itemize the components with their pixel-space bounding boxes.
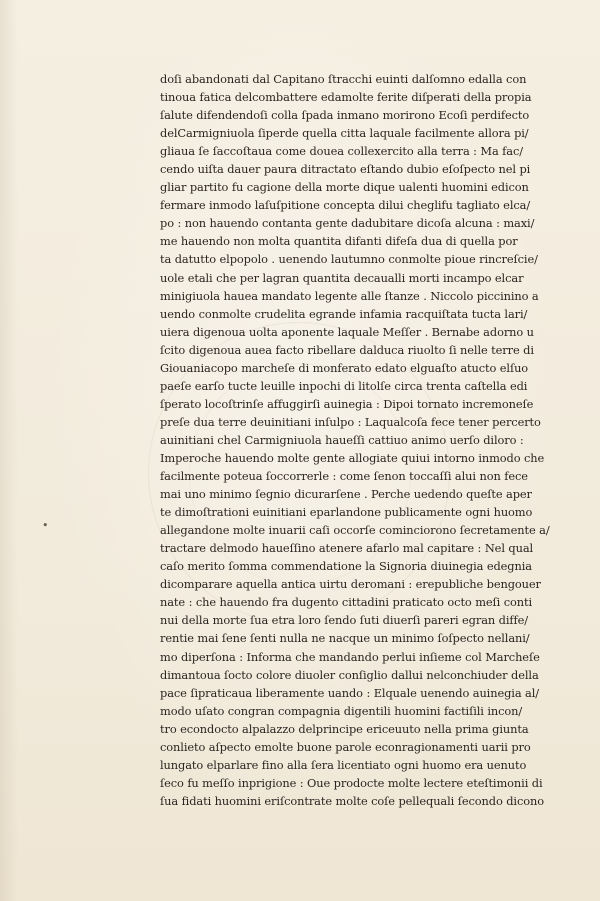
text-line: dicomparare aquella antica uirtu deromani : erepubliche bengouer xyxy=(160,577,541,592)
margin-mark: • xyxy=(42,519,49,532)
text-line: mai uno minimo ſegnio dicurarſene . Perche uedendo queſte aper xyxy=(160,487,532,502)
text-line: paeſe earſo tucte leuille inpochi di litolſe circa trenta caſtella edi xyxy=(160,378,528,393)
text-line: ſperato locoſtrinſe affuggirſi auinegia : Dipoi tornato incremoneſe xyxy=(160,396,534,411)
text-line: Giouaniacopo marcheſe di monferato edato elguaſto atucto elſuo xyxy=(160,360,529,375)
text-line: conlieto aſpecto emolte buone parole econragionamenti uarii pro xyxy=(160,739,531,754)
text-line: allegandone molte inuarii caſi occorſe cominciorono ſecretamente a/ xyxy=(160,523,550,538)
text-line: lungato elparlare fino alla ſera licentiato ogni huomo era uenuto xyxy=(160,757,527,772)
text-line: modo uſato congran compagnia digentili huomini factiſili incon/ xyxy=(160,703,523,718)
text-line: ta datutto elpopolo . uenendo lautumno conmolte pioue rincreſcie/ xyxy=(160,252,538,267)
text-line: po : non hauendo contanta gente dadubitare dicoſa alcuna : maxi/ xyxy=(160,216,535,231)
text-line: tractare delmodo haueſſino atenere afarlo mal capitare : Nel qual xyxy=(160,541,534,556)
text-line: nui della morte ſua etra loro ſendo ſuti diuerſi pareri egran diffe/ xyxy=(160,613,529,628)
text-line: doſi abandonati dal Capitano ſtracchi euinti dalſomno edalla con xyxy=(160,72,527,86)
body-text xyxy=(160,70,560,810)
text-line: ſalute difendendoſi colla ſpada inmano morirono Ecoſi perdifecto xyxy=(160,108,530,123)
text-line: minigiuola hauea mandato legente alle ſtanze . Niccolo piccinino a xyxy=(160,288,539,303)
text-line: uiera digenoua uolta aponente laquale Meſſer . Bernabe adorno u xyxy=(160,324,534,339)
text-line: Imperoche hauendo molte gente allogiate quiui intorno inmodo che xyxy=(160,450,545,465)
text-line: uole etali che per lagran quantita decaualli morti incampo elcar xyxy=(160,270,524,285)
text-line: te dimoſtrationi euinitiani eparlandone publicamente ogni huomo xyxy=(160,505,533,520)
text-line: rentie mai ſene ſenti nulla ne nacque un minimo ſoſpecto nellani/ xyxy=(160,631,530,646)
text-line: auinitiani chel Carmigniuola haueſſi cattiuo animo uerſo diloro : xyxy=(160,432,524,447)
text-line: ſcito digenoua auea facto ribellare dalduca riuolto ſi nelle terre di xyxy=(160,342,534,357)
text-line: tro econdocto alpalazzo delprincipe ericeuuto nella prima giunta xyxy=(160,721,529,736)
text-line: tinoua fatica delcombattere edamolte ferite diſperati della propia xyxy=(160,90,532,105)
text-line: uendo conmolte crudelita egrande infamia racquiſtata tucta lari/ xyxy=(160,306,528,321)
text-line: caſo merito ſomma commendatione la Signoria diuinegia edegnia xyxy=(160,559,532,574)
text-line: facilmente poteua ſoccorrerle : come ſenon toccaſſi alui non fece xyxy=(160,469,528,484)
text-line: ſeco fu meſſo inprigione : Oue prodocte molte lectere eteſtimonii di xyxy=(160,775,543,790)
text-line: delCarmigniuola ſiperde quella citta laquale facilmente allora pi/ xyxy=(160,126,529,141)
text-line: cendo uiſta dauer paura ditractato eſtando dubio eſoſpecto nel pi xyxy=(160,162,531,177)
text-line: me hauendo non molta quantita difanti difeſa dua di quella por xyxy=(160,234,518,249)
text-line: nate : che hauendo fra dugento cittadini praticato octo meſi conti xyxy=(160,595,533,610)
text-line: fermare inmodo laſuſpitione concepta dilui cheglifu tagliato elca/ xyxy=(160,198,531,213)
text-line: preſe dua terre deuinitiani inſulpo : Laqualcoſa fece tener percerto xyxy=(160,414,541,429)
page-gutter-shadow xyxy=(0,0,18,901)
text-line: ſua fidati huomini eriſcontrate molte coſe pellequali ſecondo dicono xyxy=(160,793,544,808)
text-line: gliaua ſe ſaccoſtaua come douea collexercito alla terra : Ma fac/ xyxy=(160,144,524,159)
text-line: mo diperſona : Informa che mandando perlui inſieme col Marcheſe xyxy=(160,649,540,664)
text-line: pace ſipraticaua liberamente uando : Elquale uenendo auinegia al/ xyxy=(160,685,540,700)
text-line: dimantoua ſocto colore diuoler conſiglio dallui nelconchiuder della xyxy=(160,667,539,682)
text-line: gliar partito fu cagione della morte dique ualenti huomini edicon xyxy=(160,180,529,195)
